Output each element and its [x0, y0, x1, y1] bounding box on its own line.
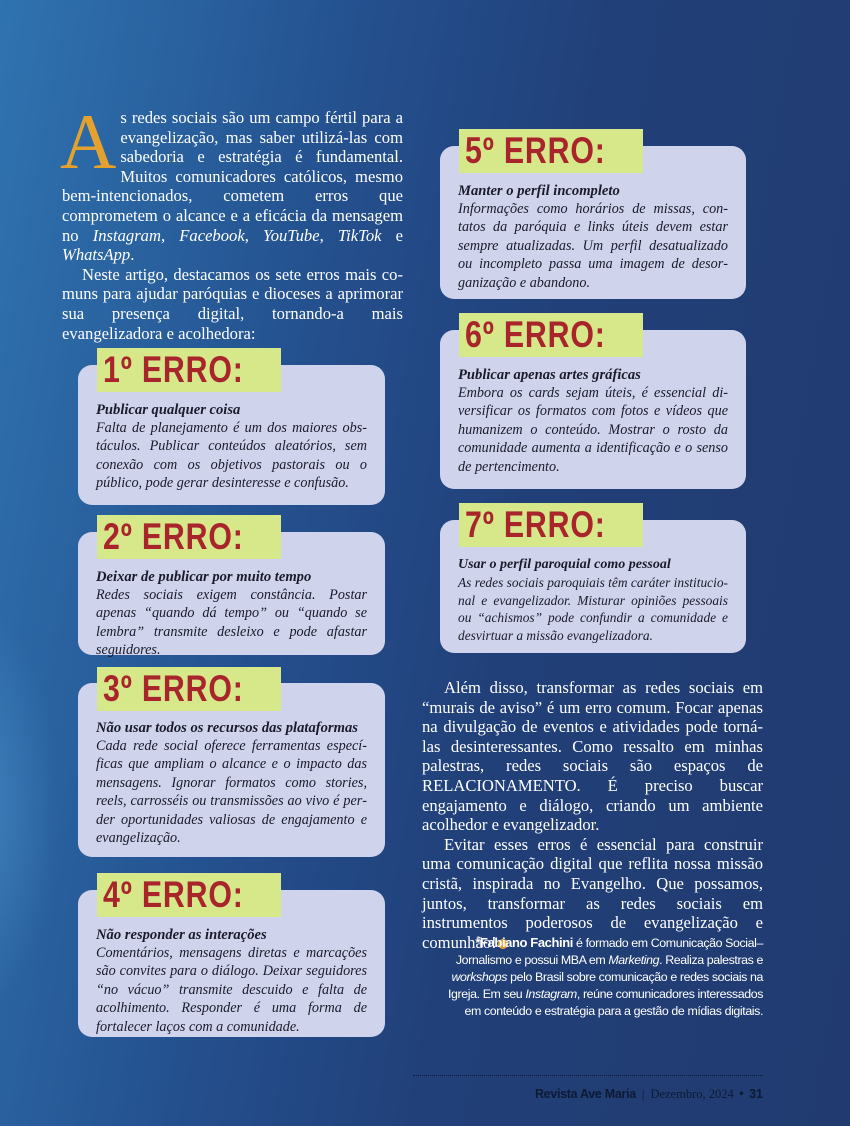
page-number: 31 [749, 1087, 763, 1101]
error-title: Manter o perfil incompleto [458, 183, 620, 199]
intro-paragraph-2: Neste artigo, destacamos os sete erros mais comuns para ajudar paróquias e dioceses a aprimorar sua presença digital, tornando-a mais evangelizadora e acolhedora: [62, 264, 403, 343]
conclusion-paragraph-1: Além disso, transformar as redes sociais em “murais de aviso” é um erro comum. Focar apenas na divulgação de eventos e atividades pode torná-las desinteressantes. Como ressalto em minhas palestras, redes sociais são espaços de RELACIONAMENTO. É preciso buscar engajamento e diálogo, criando um ambiente acolhedor e evangelizador. [422, 678, 763, 835]
intro-text [60, 98, 404, 343]
error-text: Informações como horários de missas, contatos da paróquia e links úteis devem estar sempre atualizadas. Um perfil desatualizado ou incompleto passa uma imagem de desorganização e abandono. [458, 201, 728, 291]
error-badge-6: 6º ERRO: [459, 313, 643, 357]
author-name: *Fabiano Fachini [475, 935, 574, 950]
conclusion-paragraph-2: Evitar esses erros é essencial para construir uma comunicação digital que reflita nossa missão cristã, inspirada no Evangelho. Que possamos, juntos, transformar as redes sociais em instrumentos poderosos de evangelização e comunhão! [422, 834, 763, 952]
error-badge-1: 1º ERRO: [97, 348, 281, 392]
issue-date: Dezembro, 2024 [650, 1087, 734, 1101]
error-badge-3: 3º ERRO: [97, 667, 281, 711]
error-text: As redes sociais paroquiais têm caráter institucional e evangelizador. Misturar opiniões pessoais ou “achismos” pode confundir a comunidade e desvirtuar a missão evangelizadora. [458, 575, 728, 643]
drop-cap: A [60, 98, 117, 185]
error-text: Comentários, mensagens diretas e marcações são convites para o diálogo. Deixar seguidores “no vácuo” transmite descuido e falta de acolhimento. Responder é uma forma de fortalecer laços com a comunidade. [96, 945, 367, 1035]
error-badge-5: 5º ERRO: [459, 129, 643, 173]
error-title: Publicar apenas artes gráficas [458, 367, 641, 383]
magazine-name: Revista Ave Maria [534, 1087, 636, 1101]
error-text: Redes sociais exigem constância. Postar apenas “quando dá tempo” ou “quando se lembra” transmite desleixo e pode afastar seguidores. [96, 587, 367, 659]
error-badge-7: 7º ERRO: [459, 503, 643, 547]
error-title: Usar o perfil paroquial como pessoal [458, 557, 671, 572]
error-text: Embora os cards sejam úteis, é essencial diversificar os formatos com fotos e vídeos que humanizem o conteúdo. Mostrar o rosto da comunidade aumenta a identificação e o senso de pertencimento. [458, 385, 728, 475]
error-title: Não usar todos os recursos das plataformas [96, 720, 358, 736]
intro-paragraph-1: As redes sociais são um campo fértil para a evangelização, mas saber utilizá-las com sabedoria e estratégia é fundamental. Muitos comunicadores católicos, mesmo bem-intencionados, cometem erros que comprometem o alcance e a eficácia da mensagem no Instagram, Facebook, YouTube, TikTok e WhatsApp. [60, 98, 404, 265]
conclusion-text [422, 678, 763, 952]
error-badge-4: 4º ERRO: [97, 873, 281, 917]
error-text: Falta de planejamento é um dos maiores obstáculos. Publicar conteúdos aleatórios, sem conexão com os objetivos pastorais ou o público, pode gerar desinteresse e confusão. [96, 420, 367, 492]
page-footer: Revista Ave Maria | Dezembro, 2024 • 31 [534, 1086, 763, 1101]
error-badge-2: 2º ERRO: [97, 515, 281, 559]
error-title: Não responder as interações [96, 927, 267, 943]
error-text: Cada rede social oferece ferramentas específicas que ampliam o alcance e o impacto das mensagens. Ignorar formatos como stories, reels, carrosséis ou transmissões ao vivo é perder oportunidades valiosas de engajamento e evangelização. [96, 738, 367, 847]
error-title: Publicar qualquer coisa [96, 402, 241, 418]
background-glow [0, 600, 60, 1020]
error-title: Deixar de publicar por muito tempo [96, 569, 312, 585]
footer-divider [413, 1075, 763, 1076]
author-bio: *Fabiano Fachini é formado em Comunicação Social–Jornalismo e possui MBA em Marketing. Realiza palestras e workshops pelo Brasil sobre comunicação e redes sociais na Igreja. Em seu Instagram, reúne comunicadores interessados em conteúdo e estratégia para a gestão de mídias digitais. [448, 935, 763, 1018]
